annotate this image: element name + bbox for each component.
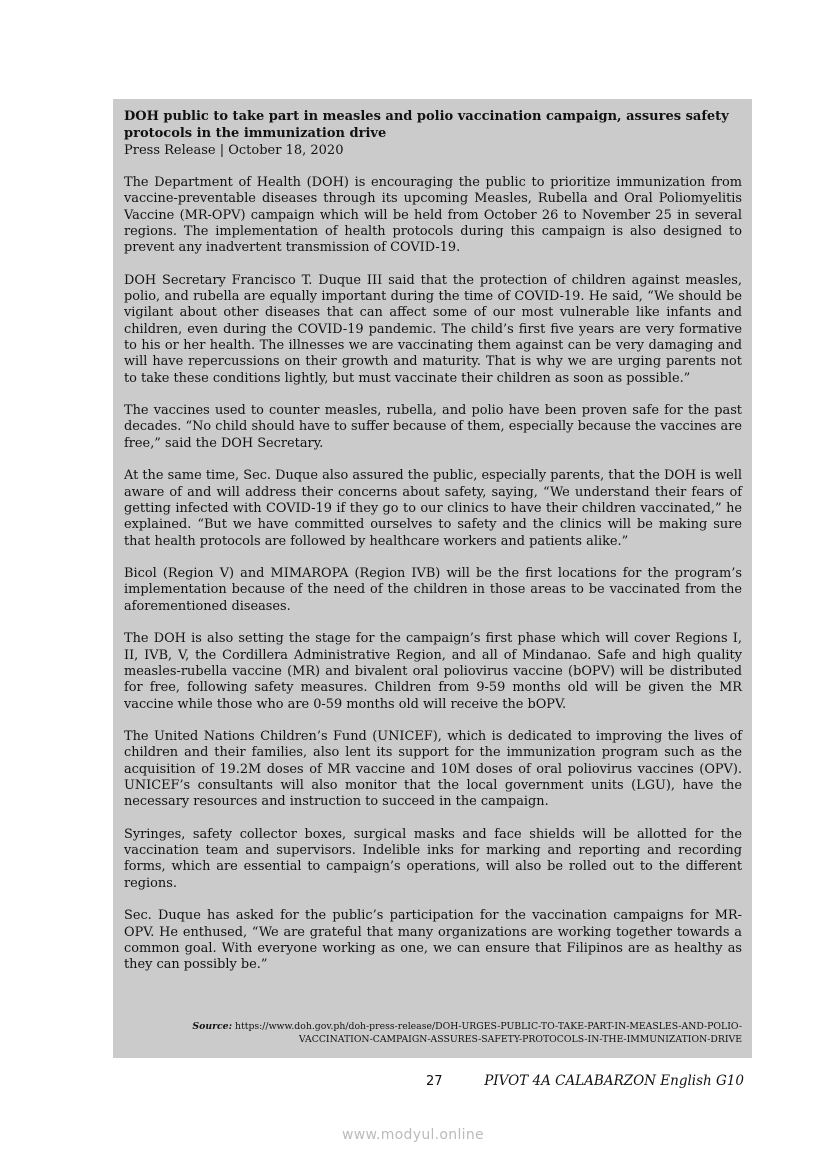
article-box [113, 99, 752, 1058]
source-label: Source: [192, 1021, 233, 1032]
page-number: 27 [426, 1074, 443, 1089]
paragraph: The DOH is also setting the stage for the campaign’s first phase which will cover Regions I, II, IVB, V, the Cordillera Administrative Region, and all of Mindanao. Safe and high quality measles-rubella vaccine (MR) and bivalent oral poliovirus vaccine (bOPV) will be distributed for free, following safety measures. Children from 9-59 months old will be given the MR vaccine while those who are 0-59 months old will receive the bOPV. [124, 631, 742, 712]
watermark: www.modyul.online [342, 1127, 484, 1143]
paragraph: At the same time, Sec. Duque also assured the public, especially parents, that the DOH is well aware of and will address their concerns about safety, saying, “We understand their fears of getting infected with COVID-19 if they go to our clinics to have their children vaccinated,” he explained. “But we have committed ourselves to safety and the clinics will be making sure that health protocols are followed by healthcare workers and patients alike.” [124, 468, 742, 549]
source-url-line-2[interactable]: VACCINATION-CAMPAIGN-ASSURES-SAFETY-PROTOCOLS-IN-THE-IMMUNIZATION-DRIVE [298, 1034, 742, 1045]
paragraph: The vaccines used to counter measles, rubella, and polio have been proven safe for the past decades. “No child should have to suffer because of them, especially because the vaccines are free,” said the DOH Secretary. [124, 403, 742, 451]
paragraph: Bicol (Region V) and MIMAROPA (Region IVB) will be the first locations for the program’s implementation because of the need of the children in those areas to be vaccinated from the aforementioned diseases. [124, 566, 742, 614]
paragraph: Sec. Duque has asked for the public’s participation for the vaccination campaigns for MR-OPV. He enthused, “We are grateful that many organizations are working together towards a common goal. With everyone working as one, we can ensure that Filipinos are as healthy as they can possibly be.” [124, 908, 742, 973]
source-url-line-1[interactable]: https://www.doh.gov.ph/doh-press-release/DOH-URGES-PUBLIC-TO-TAKE-PART-IN-MEASLES-AND-POLIO- [234, 1021, 742, 1032]
paragraph: Syringes, safety collector boxes, surgical masks and face shields will be allotted for the vaccination team and supervisors. Indelible inks for marking and reporting and recording forms, which are essential to campaign’s operations, will also be rolled out to the different regions. [124, 826, 742, 891]
article-meta: Press Release | October 18, 2020 [124, 143, 344, 158]
source-citation [142, 1020, 742, 1046]
series-title: PIVOT 4A CALABARZON English G10 [484, 1073, 744, 1089]
paragraph: The Department of Health (DOH) is encouraging the public to prioritize immunization from vaccine-preventable diseases through its upcoming Measles, Rubella and Oral Poliomyelitis Vaccine (MR-OPV) campaign which will be held from October 26 to November 25 in several regions. The implementation of health protocols during this campaign is also designed to prevent any inadvertent transmission of COVID-19. [124, 175, 742, 256]
paragraph: DOH Secretary Francisco T. Duque III said that the protection of children against measles, polio, and rubella are equally important during the time of COVID-19. He said, “We should be vigilant about other diseases that can affect some of our most vulnerable like infants and children, even during the COVID-19 pandemic. The child’s first five years are very formative to his or her health. The illnesses we are vaccinating them against can be very damaging and will have repercussions on their growth and maturity. That is why we are urging parents not to take these conditions lightly, but must vaccinate their children as soon as possible.” [124, 272, 742, 386]
article-title: DOH public to take part in measles and polio vaccination campaign, assures safety protocols in the immunization drive [124, 109, 729, 141]
paragraph: The United Nations Children’s Fund (UNICEF), which is dedicated to improving the lives of children and their families, also lent its support for the immunization program such as the acquisition of 19.2M doses of MR vaccine and 10M doses of oral poliovirus vaccines (OPV). UNICEF’s consultants will also monitor that the local government units (LGU), have the necessary resources and instruction to succeed in the campaign. [124, 729, 742, 810]
